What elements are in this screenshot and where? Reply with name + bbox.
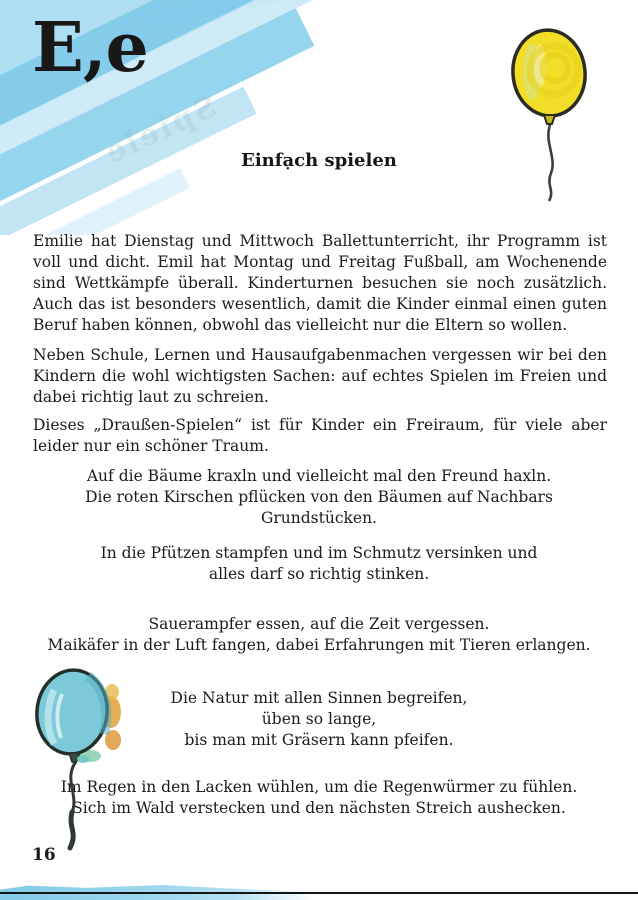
yellow-balloon-illustration <box>503 20 599 202</box>
verse-line: Die roten Kirschen pflücken von den Bäumen auf Nachbars Grundstücken. <box>85 488 553 527</box>
balloon-string <box>71 763 75 812</box>
verse-line: Sich im Wald verstecken und den nächsten Streich aushecken. <box>72 799 566 817</box>
paragraph: Neben Schule, Lernen und Hausaufgabenmachen vergessen wir bei den Kindern die wohl wichtigsten Sachen: auf echtes Spielen im Freien und dabei richtig laut zu schreien. <box>33 345 607 406</box>
verse <box>34 614 604 656</box>
page-number: 16 <box>32 845 56 865</box>
show-through-text: Spiele <box>97 88 223 173</box>
verse <box>34 466 604 529</box>
page-bottom-edge-line <box>0 892 638 894</box>
verse-line: alles darf so richtig stinken. <box>208 565 430 583</box>
verse-line: Die Natur mit allen Sinnen begreifen, <box>170 689 468 707</box>
page-title: Einfạch spielen <box>241 150 397 171</box>
verse <box>34 543 604 585</box>
verse-line: Im Regen in den Lacken wühlen, um die Regenwürmer zu fühlen. <box>60 778 578 796</box>
verse-line: In die Pfützen stampfen und im Schmutz versinken und <box>100 544 538 562</box>
verse-line: bis man mit Gräsern kann pfeifen. <box>184 731 454 749</box>
verse-line: üben so lange, <box>261 710 377 728</box>
letter-heading: E,e <box>32 8 148 88</box>
verse-line: Maikäfer in der Luft fangen, dabei Erfahrungen mit Tieren erlangen. <box>47 636 591 654</box>
verse-line: Sauerampfer essen, auf die Zeit vergessen. <box>148 615 490 633</box>
balloon-string <box>70 812 73 848</box>
paragraph: Emilie hat Dienstag und Mittwoch Ballettunterricht, ihr Programm ist voll und dicht. Emil hat Montag und Freitag Fußball, am Wochenende sind Wettkämpfe überall. Kinderturnen besuchen sie noch zusätzlich. Auch das ist besonders wesentlich, damit die Kinder einmal einen guten Beruf haben können, obwohl das vielleicht nur die Eltern so wollen. <box>33 231 607 334</box>
paragraph: Dieses „Draußen-Spielen“ ist für Kinder ein Freiraum, für viele aber leider nur ein schöner Traum. <box>33 415 607 455</box>
verse-line: Auf die Bäume kraxln und vielleicht mal den Freund haxln. <box>86 467 552 485</box>
blue-balloon-illustration <box>26 660 130 852</box>
